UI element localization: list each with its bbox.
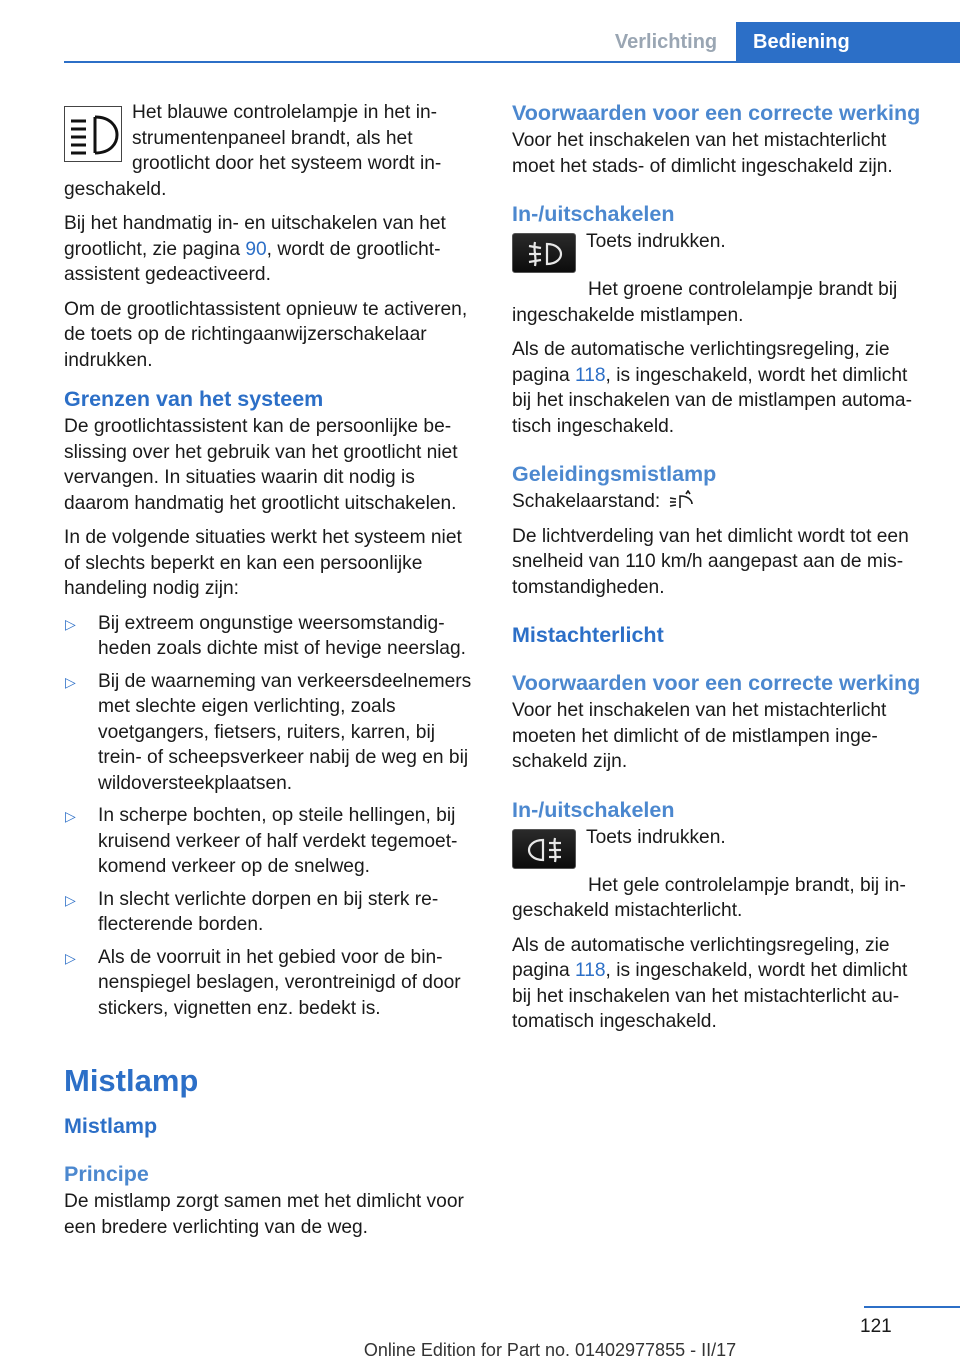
paragraph-green-indicator: Het groene controlelampje brandt bij ingeschakelde mistlampen.: [512, 279, 898, 326]
paragraph-limits: De grootlichtassistent kan de persoonlijke beslissing over het gebruik van het grootlicht niet vervangen. In situaties waarin dit nodig is daarom handmatig het grootlicht uitschakelen.: [64, 416, 458, 514]
paragraph-reactivate: Om de grootlichtassistent opnieuw te activeren, de toets op de richtingaanwijzerschakelaar indrukken.: [64, 298, 468, 371]
list-item-text: In slecht verlichte dorpen en bij sterk reflecterende borden.: [98, 888, 439, 935]
left-column: [64, 100, 478, 1249]
tab-bediening[interactable]: Bediening: [736, 22, 960, 62]
fog-light-switch-position-icon: [666, 490, 698, 510]
footer-divider: [864, 1306, 960, 1308]
header-divider: [64, 61, 960, 63]
paragraph-situations: In de volgende situaties werkt het systeem niet of slechts beperkt en kan een persoonlijke handeling nodig zijn:: [64, 527, 462, 599]
paragraph-principe: De mistlamp zorgt samen met het dimlicht voor een bredere verlichting van de weg.: [64, 1191, 464, 1238]
text: Als de automatische verlichtingsregeling, zie pagina: [512, 934, 890, 981]
page-link-90[interactable]: 90: [245, 238, 267, 260]
paragraph-manual-switch: [64, 211, 478, 288]
tab-verlichting[interactable]: Verlichting: [614, 31, 718, 53]
list-item: [64, 611, 478, 662]
page-number: 121: [860, 1316, 892, 1337]
list-item: [64, 803, 478, 880]
text: Bij het handmatig in- en uitschakelen van het grootlicht, zie pagina: [64, 213, 446, 260]
text: , is ingeschakeld, wordt het dimlicht bij het inschakelen van het mistachterlicht automatisch ingeschakeld.: [512, 960, 908, 1032]
high-beam-assistant-icon-box: [64, 106, 122, 162]
switch-position-line: [512, 489, 926, 515]
front-fog-lamp-icon[interactable]: [512, 233, 576, 273]
list-item-text: Bij extreem ongunstige weersomstandigheden zoals dichte mist of hevige neerslag.: [98, 612, 466, 659]
high-beam-assistant-icon: [64, 106, 122, 162]
paragraph-auto-lighting-fog: [512, 337, 926, 439]
heading-switch-rear: In-/uitschakelen: [512, 797, 675, 822]
heading-switch-fog: In-/uitschakelen: [512, 202, 675, 226]
page-link-118[interactable]: 118: [574, 960, 606, 981]
edition-note: Online Edition for Part no. 01402977855 - II/17: [363, 1340, 737, 1360]
list-item-text: In scherpe bochten, op steile hellingen, bij kruisend verkeer of half verdekt tegemoetkomend verkeer op de snelweg.: [98, 805, 458, 877]
heading-mistlamp-chapter: Mistlamp: [64, 1063, 199, 1098]
heading-conditions-fog: Voorwaarden voor een correcte werking: [512, 101, 921, 125]
button-instruction-fog: Toets indrukken.: [586, 231, 726, 252]
text: , is ingeschakeld, wordt het dimlicht bij het inschakelen van de mistlampen automatisch ingeschakeld.: [512, 364, 912, 437]
heading-principe: Principe: [64, 1162, 149, 1186]
list-item: [64, 945, 478, 1022]
rear-fog-button-box: [512, 829, 576, 869]
front-fog-button-box: [512, 233, 576, 273]
situations-list: [64, 611, 478, 1022]
triangle-bullet-icon: ▷: [65, 949, 76, 966]
list-item-text: Bij de waarneming van verkeersdeelnemers met slechte eigen verlichting, zoals voetgangers, fietsers, ruiters, karren, bij trein- of scheepsverkeer nabij de weg en bij wildoversteekplaatsen.: [98, 670, 472, 794]
triangle-bullet-icon: ▷: [65, 615, 76, 632]
button-instruction-rear: Toets indrukken.: [586, 826, 726, 848]
paragraph-conditions-fog: Voor het inschakelen van het mistachterlicht moet het stads- of dimlicht ingeschakeld zijn.: [512, 130, 893, 177]
heading-guide-fog: Geleidingsmistlamp: [512, 462, 717, 486]
triangle-bullet-icon: ▷: [65, 808, 76, 824]
list-item-text: Als de voorruit in het gebied voor de binnenspiegel beslagen, verontreinigd of door stickers, vignetten enz. bedekt is.: [98, 946, 461, 1019]
heading-system-limits: Grenzen van het systeem: [64, 387, 324, 411]
right-column: [512, 100, 926, 1044]
heading-mistlamp-section: Mistlamp: [64, 1114, 158, 1138]
triangle-bullet-icon: ▷: [65, 673, 76, 690]
rear-fog-lamp-icon[interactable]: [512, 829, 576, 869]
list-item: [64, 669, 478, 797]
text: , wordt de grootlichtassistent gedeactiveerd.: [64, 238, 441, 285]
heading-conditions-rear: Voorwaarden voor een correcte werking: [512, 671, 921, 695]
text: Als de automatische verlichtingsregeling, zie pagina: [512, 339, 890, 386]
page-link-118[interactable]: 118: [574, 364, 606, 386]
paragraph-auto-lighting-rear: [512, 933, 926, 1035]
paragraph-conditions-rear: Voor het inschakelen van het mistachterlicht moeten het dimlicht of de mistlampen ingeschakeld zijn.: [512, 700, 887, 772]
paragraph-light-distribution: De lichtverdeling van het dimlicht wordt tot een snelheid van 110 km/h aangepast aan de mistomstandigheden.: [512, 525, 909, 598]
triangle-bullet-icon: ▷: [65, 891, 76, 908]
paragraph-yellow-indicator: Het gele controlelampje brandt, bij ingeschakeld mistachterlicht.: [512, 874, 906, 921]
switch-position-label: Schakelaarstand:: [512, 491, 661, 512]
paragraph-high-beam-indicator: Het blauwe controlelampje in het instrumentenpaneel brandt, als het grootlicht door het systeem wordt ingeschakeld.: [64, 102, 442, 200]
heading-rear-fog: Mistachterlicht: [512, 623, 664, 647]
page-header: [0, 0, 960, 62]
list-item: [64, 887, 478, 938]
